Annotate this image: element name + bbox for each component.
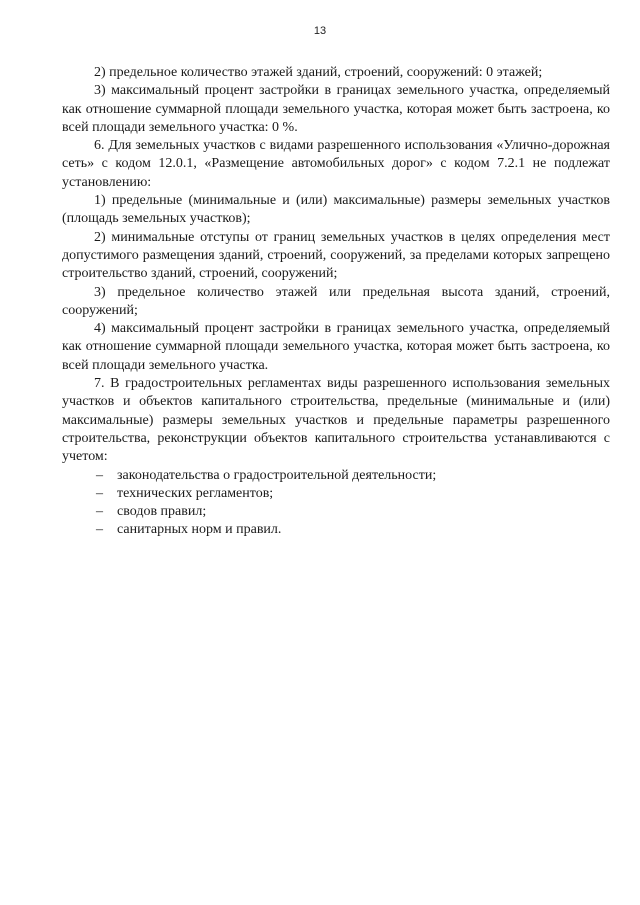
- list-item: [62, 521, 610, 539]
- list-item: [62, 467, 610, 485]
- list-item: [62, 503, 610, 521]
- list-item-text: технических регламентов;: [117, 485, 274, 501]
- paragraph: 3) предельное количество этажей или предельная высота зданий, строений, сооружений;: [62, 284, 610, 318]
- paragraph: 3) максимальный процент застройки в границах земельного участка, определяемый как отношение суммарной площади земельного участка, которая может быть застроена, ко всей площади земельного участка: 0 %.: [62, 83, 610, 135]
- document-body: [62, 64, 610, 540]
- dash-marker: –: [96, 504, 103, 520]
- bullet-list: [62, 467, 610, 540]
- paragraph: 7. В градостроительных регламентах виды разрешенного использования земельных участков и объектов капитального строительства, предельные (минимальные и (или) максимальные) размеры земельных участков и предельные параметры разрешенного строительства, реконструкции объектов капитального строительства устанавливаются с учетом:: [62, 376, 610, 465]
- dash-marker: –: [96, 522, 103, 538]
- list-item: [62, 485, 610, 503]
- paragraph: 1) предельные (минимальные и (или) максимальные) размеры земельных участков (площадь земельных участков);: [62, 193, 610, 227]
- paragraph: 6. Для земельных участков с видами разрешенного использования «Улично-дорожная сеть» с кодом 12.0.1, «Размещение автомобильных дорог» с кодом 7.2.1 не подлежат установлению:: [62, 138, 610, 190]
- dash-marker: –: [96, 467, 103, 483]
- paragraph: 4) максимальный процент застройки в границах земельного участка, определяемый как отношение суммарной площади земельного участка, которая может быть застроена, ко всей площади земельного участка.: [62, 321, 610, 373]
- paragraph: 2) минимальные отступы от границ земельных участков в целях определения мест допустимого размещения зданий, строений, сооружений, за пределами которых запрещено строительство зданий, строений, сооружений;: [62, 229, 610, 282]
- paragraph: 2) предельное количество этажей зданий, строений, сооружений: 0 этажей;: [94, 65, 543, 80]
- list-item-text: сводов правил;: [117, 504, 207, 520]
- page-number: 13: [313, 25, 327, 37]
- dash-marker: –: [96, 485, 103, 501]
- list-item-text: санитарных норм и правил.: [117, 522, 282, 538]
- list-item-text: законодательства о градостроительной деятельности;: [117, 467, 437, 483]
